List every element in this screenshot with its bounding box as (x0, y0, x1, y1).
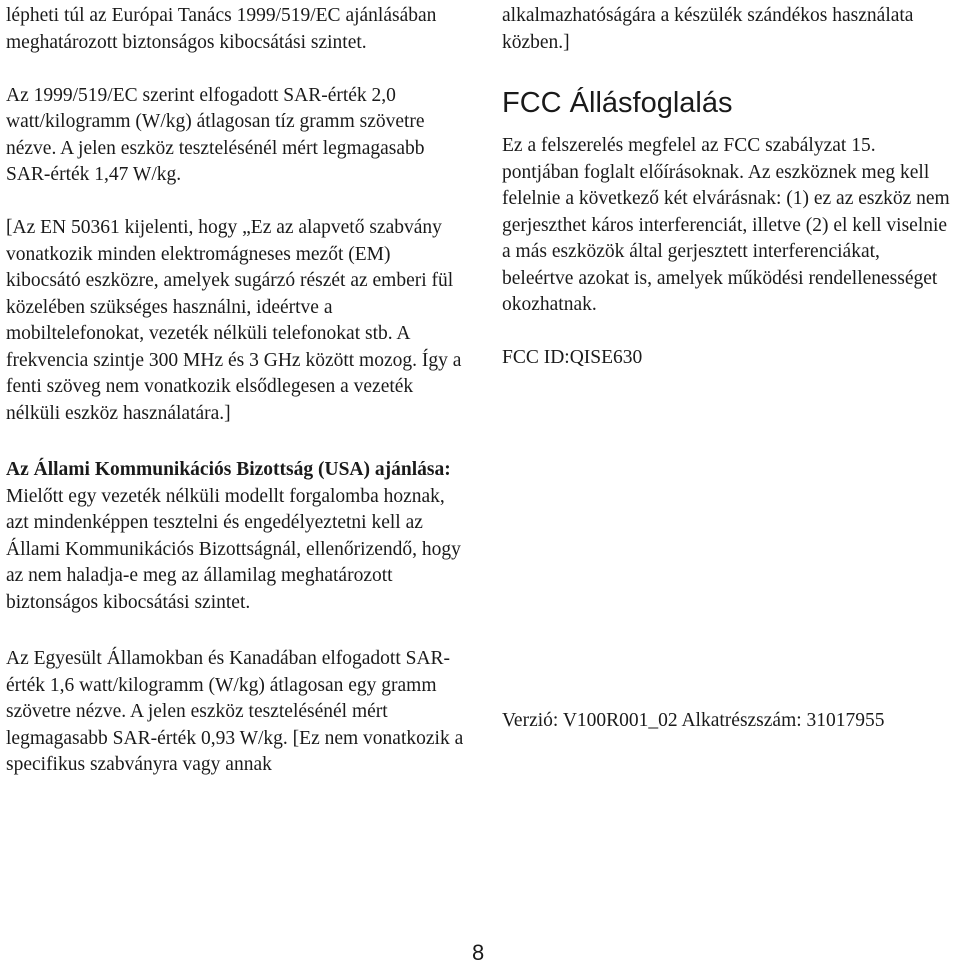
continuation-paragraph: alkalmazhatóságára a készülék szándékos használata közben.] (502, 5, 914, 53)
fcc-recommendation-text: Mielőtt egy vezeték nélküli modellt forgalomba hoznak, azt mindenképpen tesztelni és engedélyeztetni kell az Állami Kommunikációs Bizottságnál, ellenőrizendő, hogy az nem haladja-e meg az államilag meghatározott biztonságos kibocsátási szintet. (6, 485, 461, 613)
version-info: Verzió: V100R001_02 Alkatrészszám: 31017955 (502, 709, 885, 731)
sar-value-paragraph: Az 1999/519/EC szerint elfogadott SAR-érték 2,0 watt/kilogramm (W/kg) átlagosan tíz gramm szövetre nézve. A jelen eszköz tesztelésénél mért legmagasabb SAR-érték 1,47 W/kg. (6, 84, 425, 185)
fcc-recommendation-paragraph (6, 457, 468, 616)
fcc-id: FCC ID:QISE630 (502, 347, 643, 368)
fcc-heading: FCC Állásfoglalás (502, 87, 733, 119)
sar-eu-continuation: lépheti túl az Európai Tanács 1999/519/EC ajánlásában meghatározott biztonságos kibocsátási szintet. (6, 5, 437, 53)
en50361-paragraph: [Az EN 50361 kijelenti, hogy „Ez az alapvető szabvány vonatkozik minden elektromágneses mezőt (EM) kibocsátó eszközre, amelyek sugárzó részét az emberi fül közelében szükséges használni, ideértve a mobiltelefonokat, vezeték nélküli telefonokat stb. A frekvencia szintje 300 MHz és 3 GHz között mozog. Így a fenti szöveg nem vonatkozik elsődlegesen a vezeték nélküli eszköz használatára.] (6, 217, 462, 424)
page-number: 8 (472, 940, 485, 965)
left-column (6, 3, 468, 779)
fcc-recommendation-heading: Az Állami Kommunikációs Bizottság (USA) ajánlása: (6, 459, 451, 480)
fcc-statement-paragraph: Ez a felszerelés megfelel az FCC szabályzat 15. pontjában foglalt előírásoknak. Az eszköznek meg kell felelnie a következő két elvárásnak: (1) ez az eszköz nem gerjeszthet káros interferenciát, illetve (2) el kell viselnie a más eszközök által gerjesztett interferenciákat, beleértve azokat is, amelyek működési rendellenességet okozhatnak. (502, 135, 950, 315)
right-column (502, 3, 954, 734)
us-canada-sar-paragraph: Az Egyesült Államokban és Kanadában elfogadott SAR-érték 1,6 watt/kilogramm (W/kg) átlagosan egy gramm szövetre nézve. A jelen eszköz tesztelésénél mért legmagasabb SAR-érték 0,93 W/kg. [Ez nem vonatkozik a specifikus szabványra vagy annak (6, 648, 464, 775)
